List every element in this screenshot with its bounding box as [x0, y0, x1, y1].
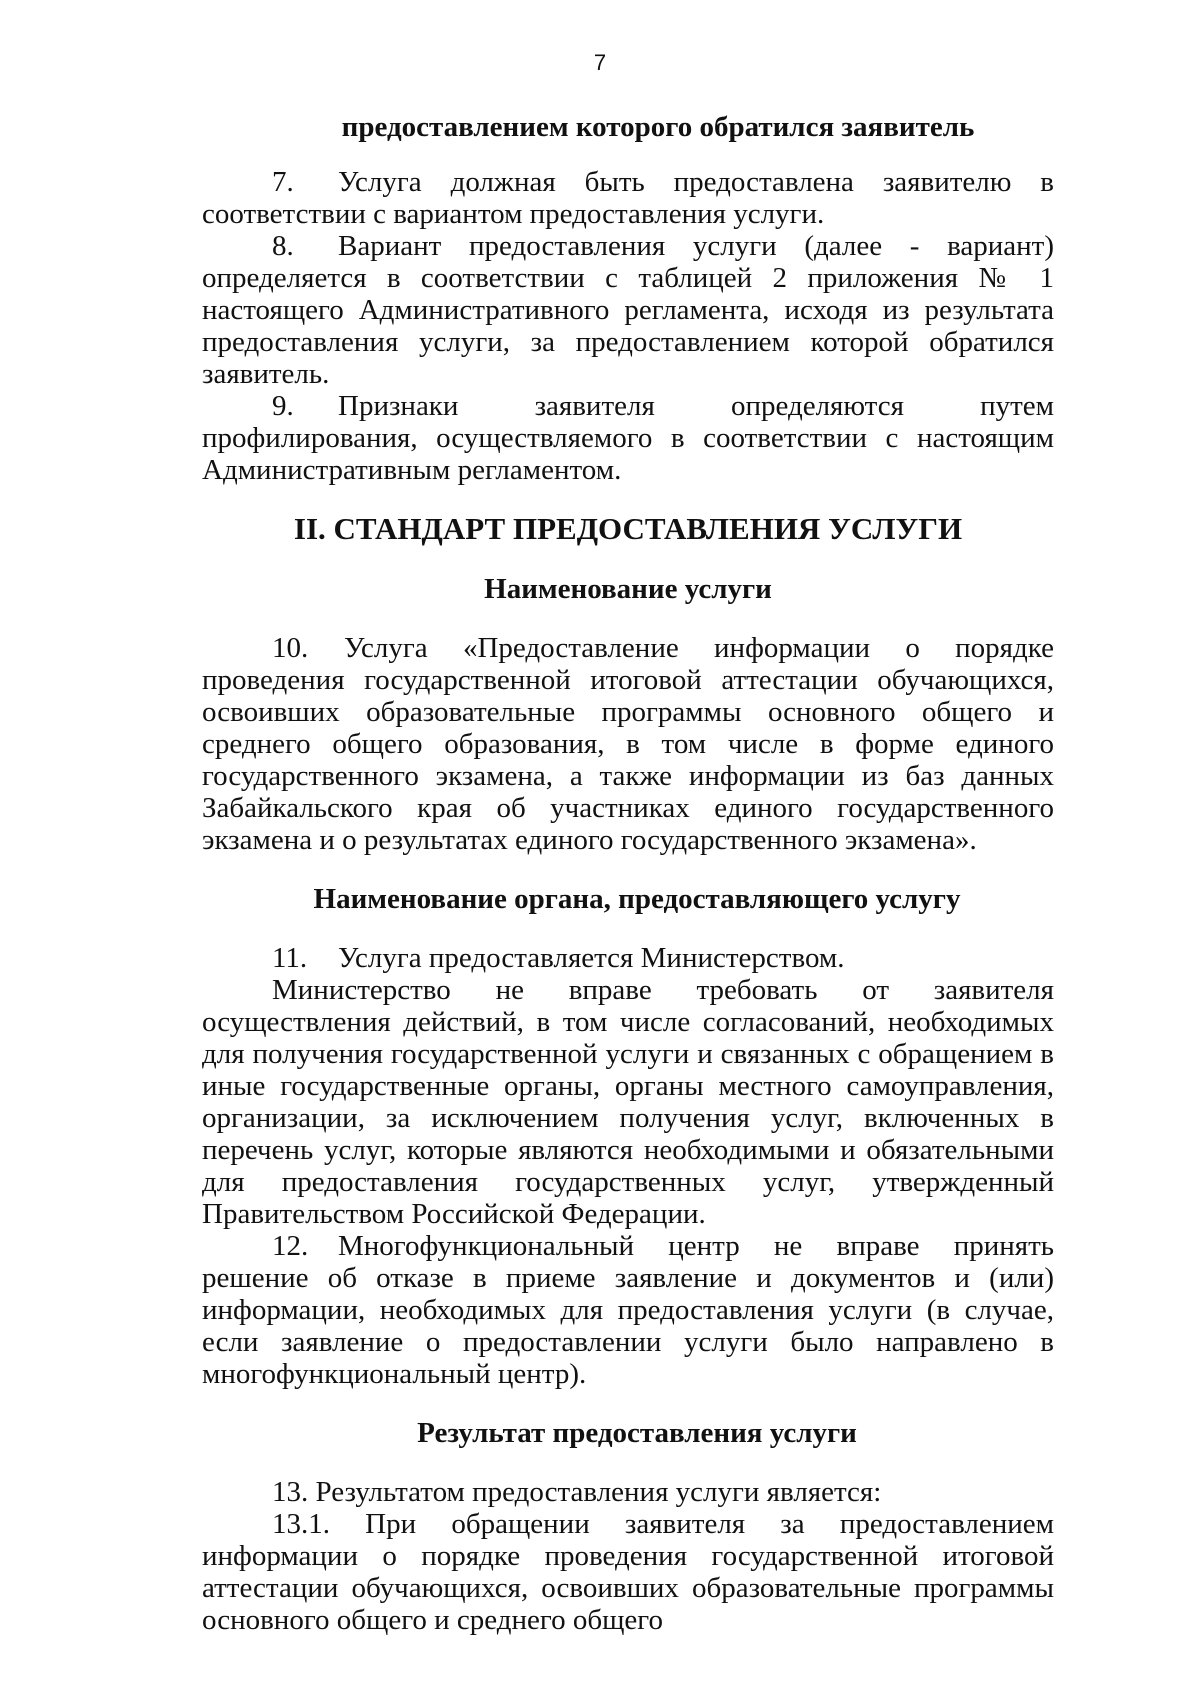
- item-text: Многофункциональный центр не вправе принять решение об отказе в приеме заявление и документов и (или) информации, необходимых для предоставления услуги (в случае, если заявление о предоставлении услуги было направлено в многофункциональный центр).: [202, 1230, 1054, 1390]
- item-number: 11.: [272, 942, 308, 974]
- paragraph-item-8: [202, 230, 1054, 390]
- paragraph-item-11: [202, 942, 1054, 974]
- paragraph-item-9: [202, 390, 1054, 486]
- page-number: 7: [593, 50, 607, 75]
- item-text: Услуга должная быть предоставлена заявителю в соответствии с вариантом предоставления услуги.: [202, 166, 1054, 230]
- item-number: 10.: [272, 632, 309, 664]
- paragraph-item-7: [202, 166, 1054, 230]
- paragraph-ministry: Министерство не вправе требовать от заявителя осуществления действий, в том числе согласований, необходимых для получения государственной услуги и связанных с обращением в иные государственные органы, органы местного самоуправления, организации, за исключением получения услуг, включенных в перечень услуг, которые являются необходимыми и обязательными для предоставления государственных услуг, утвержденный Правительством Российской Федерации.: [202, 974, 1054, 1230]
- item-number: 7.: [272, 166, 294, 198]
- item-number: 12.: [272, 1230, 309, 1262]
- heading-authority: Наименование органа, предоставляющего услугу: [313, 883, 961, 915]
- item-number: 9.: [272, 390, 294, 422]
- heading-service-name: Наименование услуги: [484, 573, 772, 605]
- section-ii-heading: II. СТАНДАРТ ПРЕДОСТАВЛЕНИЯ УСЛУГИ: [293, 511, 963, 546]
- item-number: 8.: [272, 230, 294, 262]
- heading-result: Результат предоставления услуги: [417, 1417, 857, 1449]
- item-text: Услуга предоставляется Министерством.: [338, 942, 845, 974]
- item-text: Признаки заявителя определяются путем профилирования, осуществляемого в соответствии с настоящим Административным регламентом.: [202, 390, 1054, 486]
- paragraph-item-12: [202, 1230, 1054, 1390]
- section-tail-heading: предоставлением которого обратился заявитель: [341, 111, 975, 143]
- item-text: Услуга «Предоставление информации о порядке проведения государственной итоговой аттестации обучающихся, освоивших образовательные программы основного общего и среднего общего образования, в том числе в форме единого государственного экзамена, а также информации из баз данных Забайкальского края об участниках единого государственного экзамена и о результатах единого государственного экзамена».: [202, 632, 1054, 856]
- paragraph-13: 13. Результатом предоставления услуги является:: [272, 1476, 882, 1508]
- paragraph-13-1: 13.1. При обращении заявителя за предоставлением информации о порядке проведения государственной итоговой аттестации обучающихся, освоивших образовательные программы основного общего и среднего общего: [202, 1508, 1054, 1636]
- item-text: Вариант предоставления услуги (далее - вариант) определяется в соответствии с таблицей 2 приложения № 1 настоящего Административного регламента, исходя из результата предоставления услуги, за предоставлением которой обратился заявитель.: [202, 230, 1054, 390]
- paragraph-item-10: [202, 632, 1054, 856]
- document-body: [202, 110, 1054, 1636]
